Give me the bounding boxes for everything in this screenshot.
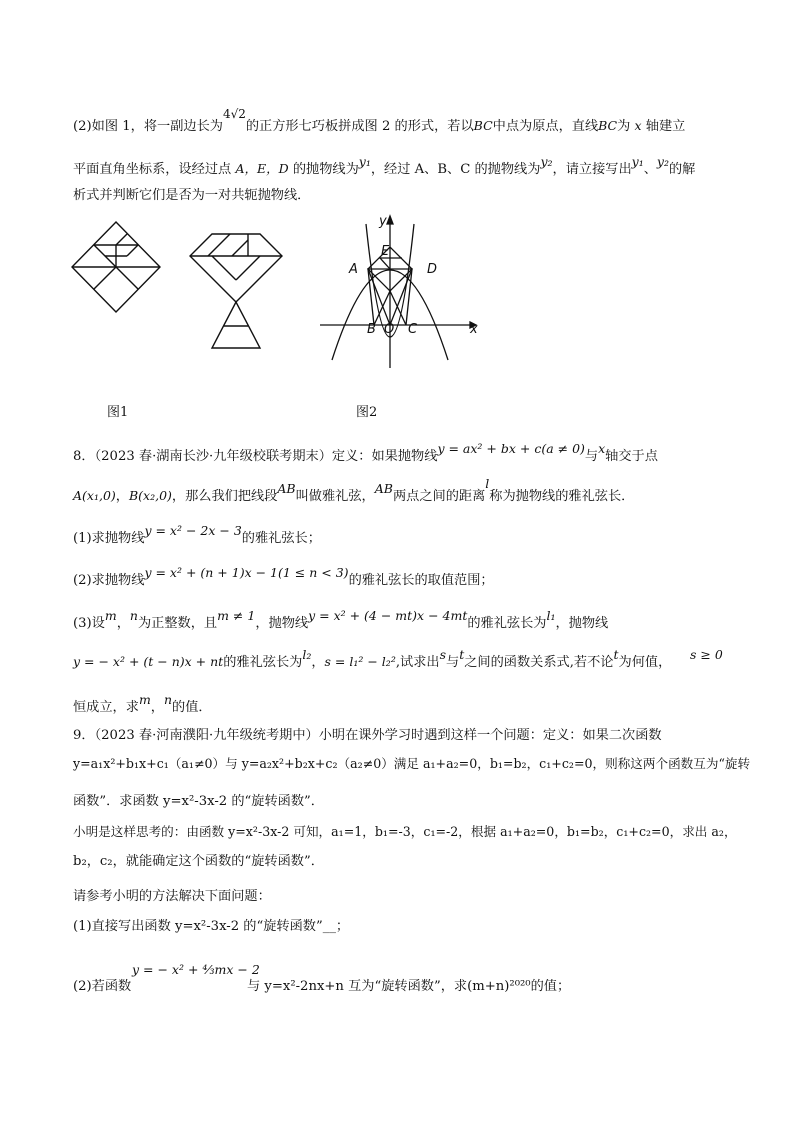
text: 恒成立，求: [73, 700, 139, 715]
var-n: n: [163, 692, 173, 707]
side-length: 4√2: [222, 107, 246, 121]
text: 中点为原点，直线: [492, 119, 599, 134]
text: 的雅礼弦长；: [241, 531, 321, 546]
q9-line-2: y=a₁x²+b₁x+c₁（a₁≠0）与 y=a₂x²+b₂x+c₂（a₂≠0）满足 a₁+a₂=0，b₁=b₂，c₁+c₂=0，则称这两个函数互为“旋转: [73, 756, 751, 771]
text: 8．（2023 春·湖南长沙·九年级校联考期末）定义：如果抛物线: [73, 449, 438, 464]
q8-sub-2: [73, 565, 494, 590]
text: 轴建立: [645, 119, 686, 134]
q9-line-6: 请参考小明的方法解决下面问题：: [73, 889, 271, 904]
q7-line-1: [73, 107, 686, 136]
text: ，抛物线: [255, 616, 309, 631]
text: 两点之间的距离: [392, 489, 486, 504]
text: 为: [617, 119, 631, 134]
text: 为正整数，且: [137, 616, 218, 631]
q8-sub-3-line-2: [73, 647, 672, 672]
var-y1: y₁: [631, 154, 644, 169]
text: 的值．: [172, 700, 212, 715]
text: 的雅礼弦长为: [223, 655, 303, 670]
var-y2: y₂: [656, 154, 669, 169]
axis-label-y: y: [379, 214, 387, 229]
var-n: n: [129, 608, 138, 623]
q9-sub-1: (1)直接写出函数 y=x²-3x-2 的“旋转函数”__；: [73, 919, 350, 934]
equation-s3-2: y = − x² + (t − n)x + nt: [73, 654, 224, 669]
var-y1: y₁: [358, 154, 371, 169]
condition-s: s ≥ 0: [690, 647, 723, 662]
q9-sub-2-rest: 与 y=x²-2nx+n 互为“旋转函数”，求(m+n)²⁰²⁰的值；: [247, 979, 571, 994]
var-bc: BC: [473, 118, 493, 133]
var-s: s: [439, 647, 447, 662]
text: 叫做雅礼弦，: [295, 489, 375, 504]
var-t: t: [613, 647, 619, 662]
text: 与: [446, 655, 460, 670]
q9-line-1: 9．（2023 春·河南濮阳·九年级统考期中）小明在课外学习时遇到这样一个问题：定义：如果二次函数: [73, 728, 662, 743]
equation-s2: y = x² + (n + 1)x − 1(1 ≤ n < 3): [144, 565, 349, 580]
var-ab: AB: [277, 481, 296, 496]
point-label-b: B: [367, 322, 376, 337]
q9-line-5: b₂，c₂，就能确定这个函数的“旋转函数”．: [73, 854, 324, 869]
equation-definition: y = ax² + bx + c(a ≠ 0): [437, 441, 585, 456]
equation-s1: y = x² − 2x − 3: [144, 523, 242, 538]
point-a: A(x₁,0): [73, 488, 116, 503]
point-label-e: E: [381, 244, 390, 259]
points-aed: A，E，D: [235, 161, 289, 176]
text: 的解: [668, 162, 696, 177]
text: (2)如图 1，将一副边长为: [73, 119, 223, 134]
q8-line-1: [73, 441, 658, 466]
text: 的雅礼弦长的取值范围；: [348, 573, 494, 588]
q9-sub-2: [73, 978, 131, 996]
q8-line-2: [73, 476, 635, 506]
q7-line-3: 析式并判断它们是否为一对共轭抛物线．: [73, 188, 311, 203]
var-t: t: [459, 647, 465, 662]
axis-label-x: x: [470, 322, 478, 337]
q8-sub-3-line-1: (3)设m，n为正整数，且m ≠ 1，抛物线y = x² + (4 − mt)x − 4mt的雅礼弦长为l₁，抛物线: [73, 608, 609, 631]
figure-2-parabolas: [318, 210, 482, 370]
var-l2: l₂: [302, 647, 312, 662]
figure-1-tangram-shape: [188, 230, 284, 352]
text: 与: [584, 449, 599, 464]
text: (2)若函数: [73, 979, 132, 994]
point-label-a: A: [349, 262, 358, 277]
point-b: B(x₂,0): [128, 488, 172, 503]
var-x: x: [598, 441, 606, 456]
var-bc: BC: [598, 118, 618, 133]
point-label-c: C: [408, 322, 418, 337]
equation-s: s = l₁² − l₂²: [324, 654, 396, 669]
equation-q9-s2: y = − x² + ⁴⁄₃mx − 2: [132, 962, 260, 977]
text: 的正方形七巧板拼成图 2 的形式，若以: [245, 119, 474, 134]
text: 为何值，: [618, 655, 672, 670]
text: (2)求抛物线: [73, 573, 145, 588]
point-label-o: O: [384, 322, 395, 337]
figure-1-caption: 图1: [107, 405, 129, 420]
text: 的雅礼弦长为: [467, 616, 547, 631]
q9-line-3: 函数”．求函数 y=x²-3x-2 的“旋转函数”．: [73, 794, 324, 809]
point-label-d: D: [427, 262, 438, 277]
text: 的抛物线为: [292, 162, 359, 177]
text: 、: [643, 162, 657, 177]
text: ，抛物线: [555, 616, 609, 631]
text: (1)求抛物线: [73, 531, 145, 546]
condition-m: m ≠ 1: [217, 608, 256, 623]
q8-sub-1: [73, 523, 321, 548]
text: 称为抛物线的雅礼弦长．: [489, 489, 635, 504]
text: ，: [115, 489, 129, 504]
text: ,试求出: [395, 655, 440, 670]
text: ，经过 A、B、C 的抛物线为: [370, 162, 541, 177]
text: ，请立接写出: [552, 162, 632, 177]
var-m: m: [104, 608, 117, 623]
var-ab: AB: [374, 481, 393, 496]
text: 平面直角坐标系，设经过点: [73, 162, 232, 177]
q7-line-2: [73, 154, 696, 179]
text: 轴交于点: [605, 449, 658, 464]
text: ，那么我们把线段: [171, 489, 278, 504]
figure-2-caption: 图2: [356, 405, 378, 420]
text: (3)设: [73, 616, 105, 631]
var-l: l: [485, 476, 490, 491]
equation-s3-1: y = x² + (4 − mt)x − 4mt: [308, 608, 468, 623]
text: 之间的函数关系式,若不论: [464, 655, 614, 670]
var-m: m: [138, 692, 151, 707]
q8-sub-3-line-3: 恒成立，求m，n的值．: [73, 692, 212, 715]
var-y2: y₂: [540, 154, 553, 169]
var-x: x: [634, 118, 642, 133]
figure-1-tangram-square: [70, 220, 162, 315]
text: ，: [311, 655, 325, 670]
var-l1: l₁: [546, 608, 556, 623]
q9-line-4: 小明是这样思考的：由函数 y=x²-3x-2 可知，a₁=1，b₁=-3，c₁=-2，根据 a₁+a₂=0，b₁=b₂，c₁+c₂=0，求出 a₂，: [73, 824, 737, 839]
